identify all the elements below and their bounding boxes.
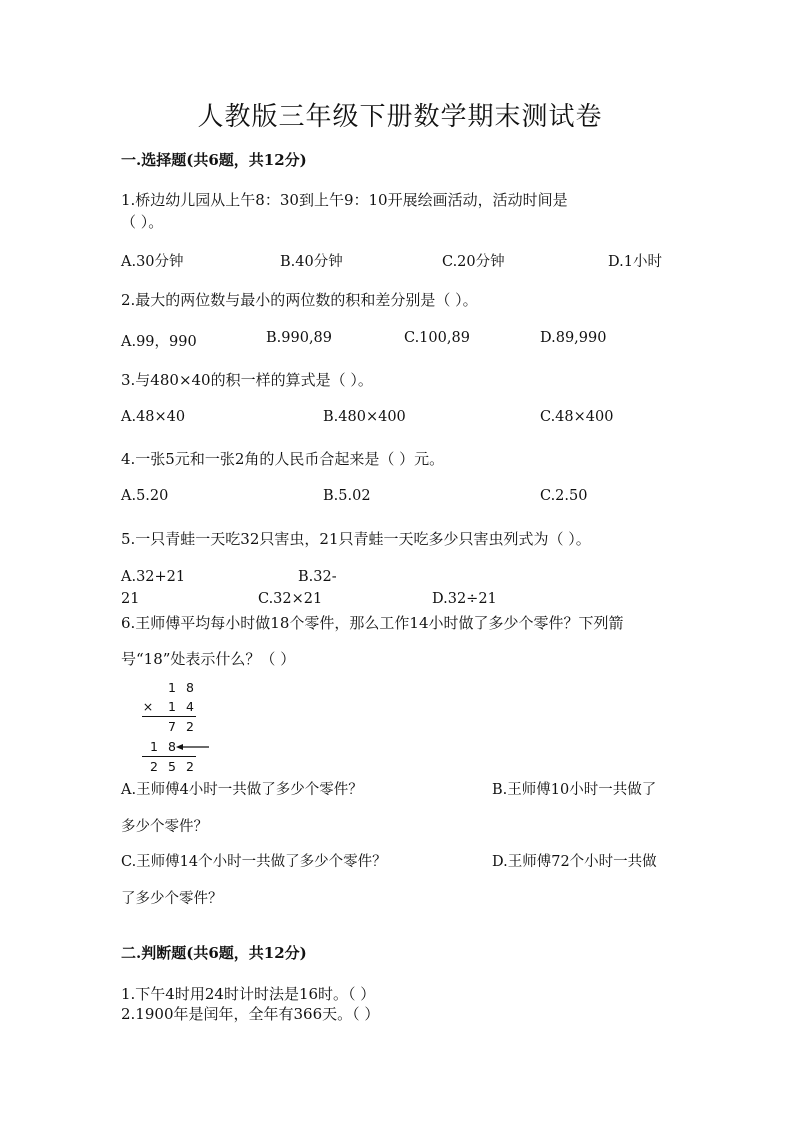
calc-digit: 7 xyxy=(168,719,176,734)
calc-digit: 5 xyxy=(168,759,176,774)
question-6-stem-line1: 6.王师傅平均每小时做18个零件，那么工作14小时做了多少个零件？下列箭 xyxy=(121,614,624,632)
q1-option-b[interactable]: B.40分钟 xyxy=(280,254,343,270)
q3-option-b[interactable]: B.480×400 xyxy=(323,409,406,425)
q4-option-b[interactable]: B.5.02 xyxy=(323,488,371,504)
calc-digit: 1 xyxy=(150,739,158,754)
calc-times-sign: × xyxy=(142,699,154,714)
q6-option-d[interactable]: D.王师傅72个小时一共做 xyxy=(492,854,657,870)
q4-option-c[interactable]: C.2.50 xyxy=(540,488,588,504)
q4-option-a[interactable]: A.5.20 xyxy=(121,488,169,504)
q5-option-b[interactable]: B.32- xyxy=(298,569,337,585)
calc-digit: 2 xyxy=(150,759,158,774)
calc-digit: 1 xyxy=(168,699,176,714)
calc-digit: 8 xyxy=(186,680,194,695)
calc-digit: 2 xyxy=(186,719,194,734)
question-4-stem: 4.一张5元和一张2角的人民币合起来是（ ）元。 xyxy=(121,450,445,468)
q5-option-a[interactable]: A.32+21 xyxy=(121,569,186,585)
q3-option-a[interactable]: A.48×40 xyxy=(121,409,186,425)
question-2-stem: 2.最大的两位数与最小的两位数的积和差分别是（ ）。 xyxy=(121,291,478,309)
page-title: 人教版三年级下册数学期末测试卷 xyxy=(197,102,603,132)
q5-option-b-continued[interactable]: 21 xyxy=(121,591,140,607)
question-6-stem-line2: 号“18”处表示什么？（ ） xyxy=(121,650,296,668)
q2-option-a[interactable]: A.99，990 xyxy=(121,334,197,350)
q6-option-a[interactable]: A.王师傅4小时一共做了多少个零件？ xyxy=(121,782,363,798)
judge-question-2: 2.1900年是闰年，全年有366天。（ ） xyxy=(121,1005,380,1023)
q2-option-c[interactable]: C.100,89 xyxy=(404,330,470,346)
calc-digit: 8 xyxy=(168,739,176,754)
q6-option-b[interactable]: B.王师傅10小时一共做了 xyxy=(492,782,657,798)
section-1-heading: 一.选择题(共6题，共12分) xyxy=(121,151,307,169)
arrow-left-icon xyxy=(176,742,210,752)
question-1-stem-line2: （ ）。 xyxy=(121,213,164,231)
section-2-heading: 二.判断题(共6题，共12分) xyxy=(121,944,307,962)
calc-rule-line xyxy=(142,756,196,757)
judge-question-1: 1.下午4时用24时计时法是16时。（ ） xyxy=(121,985,376,1003)
q3-option-c[interactable]: C.48×400 xyxy=(540,409,614,425)
question-1-stem-line1: 1.桥边幼儿园从上午8：30到上午9：10开展绘画活动，活动时间是 xyxy=(121,191,568,209)
q6-option-c[interactable]: C.王师傅14个小时一共做了多少个零件？ xyxy=(121,854,387,870)
calc-rule-line xyxy=(142,716,196,717)
calc-digit: 1 xyxy=(168,680,176,695)
q1-option-a[interactable]: A.30分钟 xyxy=(121,254,184,270)
q6-option-d-continued[interactable]: 了多少个零件？ xyxy=(121,891,223,907)
question-3-stem: 3.与480×40的积一样的算式是（ ）。 xyxy=(121,371,373,389)
q6-option-b-continued[interactable]: 多少个零件？ xyxy=(121,819,208,835)
q2-option-b[interactable]: B.990,89 xyxy=(266,330,333,346)
q1-option-d[interactable]: D.1小时 xyxy=(608,254,662,270)
q2-option-d[interactable]: D.89,990 xyxy=(540,330,607,346)
question-5-stem: 5.一只青蛙一天吃32只害虫，21只青蛙一天吃多少只害虫列式为（ ）。 xyxy=(121,530,591,548)
q5-option-d[interactable]: D.32÷21 xyxy=(432,591,497,607)
calc-digit: 4 xyxy=(186,699,194,714)
calc-digit: 2 xyxy=(186,759,194,774)
multiplication-figure xyxy=(140,680,212,775)
q1-option-c[interactable]: C.20分钟 xyxy=(442,254,505,270)
q5-option-c[interactable]: C.32×21 xyxy=(258,591,323,607)
